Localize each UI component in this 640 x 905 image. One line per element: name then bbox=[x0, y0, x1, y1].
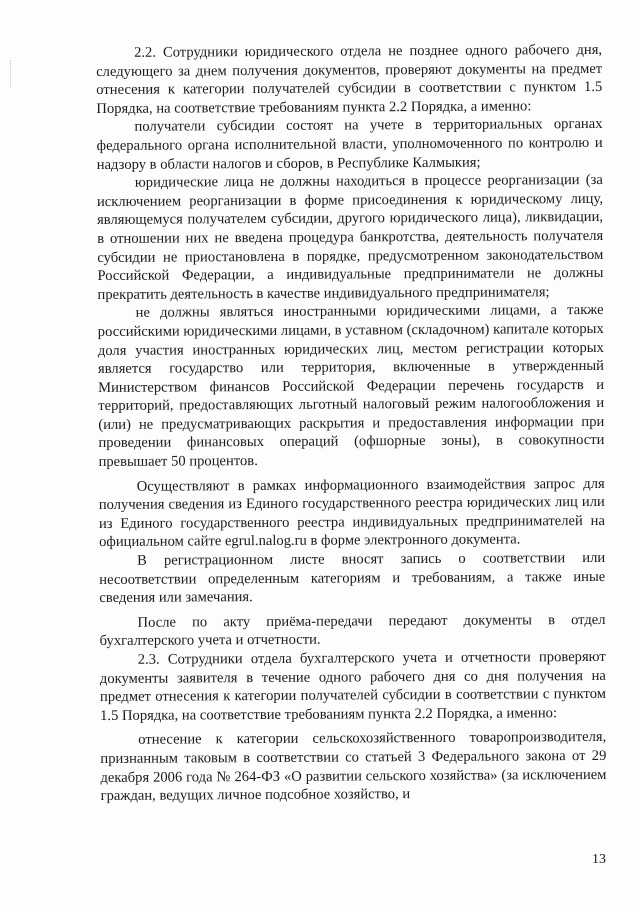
document-body bbox=[96, 41, 607, 806]
paragraph-transfer-act: После по акту приёма-передачи передают документы в отдел бухгалтерского учета и отчетности. bbox=[99, 611, 606, 650]
paragraph-registration-sheet: В регистрационном листе вносят запись о соответствии или несоответствии определенным категориям и требованиям, а также иные сведения или замечания. bbox=[99, 549, 606, 607]
paragraph-tax-registration: получатели субсидии состоят на учете в территориальных органах федерального органа исполнительной власти, уполномоченного по контролю и надзору в области налогов и сборов, в Республике Калмыкия; bbox=[96, 116, 603, 173]
paragraph-2-2: 2.2. Сотрудники юридического отдела не позднее одного рабочего дня, следующего за днем получения документов, проверяют документы на предмет отнесения к категории получателей субсидии в соответствии с пунктом 1.5 Порядка, на соответствие требованиям пункта 2.2 Порядка, а именно: bbox=[96, 41, 603, 117]
paragraph-foreign-entities: не должны являться иностранными юридическими лицами, а также российскими юридическими лицами, в уставном (складочном) капитале которых доля участия иностранных юридических лиц, местом регистрации которых является государство или территория, включенные в утвержденный Министерством финансов Российской Федерации перечень государств и территорий, предоставляющих льготный налоговый режим налогообложения и (или) не предусматривающих раскрытия и предоставления информации при проведении финансовых операций (офшорные зоны), в совокупности превышает 50 процентов. bbox=[97, 302, 605, 471]
paragraph-2-3: 2.3. Сотрудники отдела бухгалтерского учета и отчетности проверяют документы заявителя в течение одного рабочего дня со дня получения на предмет отнесения к категории получателей субсидии в соответствии с пунктом 1.5 Порядка, на соответствие требованиям пункта 2.2 Порядка, а именно: bbox=[99, 648, 607, 724]
page-number: 13 bbox=[592, 852, 606, 867]
paragraph-agricultural-producer: отнесение к категории сельскохозяйственного товаропроизводителя, признанным таковым в соответствии со статьей 3 Федерального закона от 29 декабря 2006 года № 264-ФЗ «О развитии сельского хозяйства» (за исключением граждан, ведущих личное подсобное хозяйство, и bbox=[100, 729, 607, 805]
paragraph-egrul-request: Осуществляют в рамках информационного взаимодействия запрос для получения сведения из Единого государственного реестра юридических лиц или из Единого государственного реестра индивидуальных предпринимателей на официальном сайте egrul.nalog.ru в форме электронного документа. bbox=[98, 475, 605, 551]
paragraph-reorganization: юридические лица не должны находиться в процессе реорганизации (за исключением реорганизации в форме присоединения к юридическому лицу, являющемуся получателем субсидии, другого юридического лица), ликвидации, в отношении них не введена процедура банкротства, деятельность получателя субсидии не приостановлена в порядке, предусмотренном законодательством Российской Федерации, а индивидуальные предприниматели не должны прекратить деятельность в качестве индивидуального предпринимателя; bbox=[96, 172, 604, 303]
margin-scan-marks bbox=[10, 60, 17, 88]
